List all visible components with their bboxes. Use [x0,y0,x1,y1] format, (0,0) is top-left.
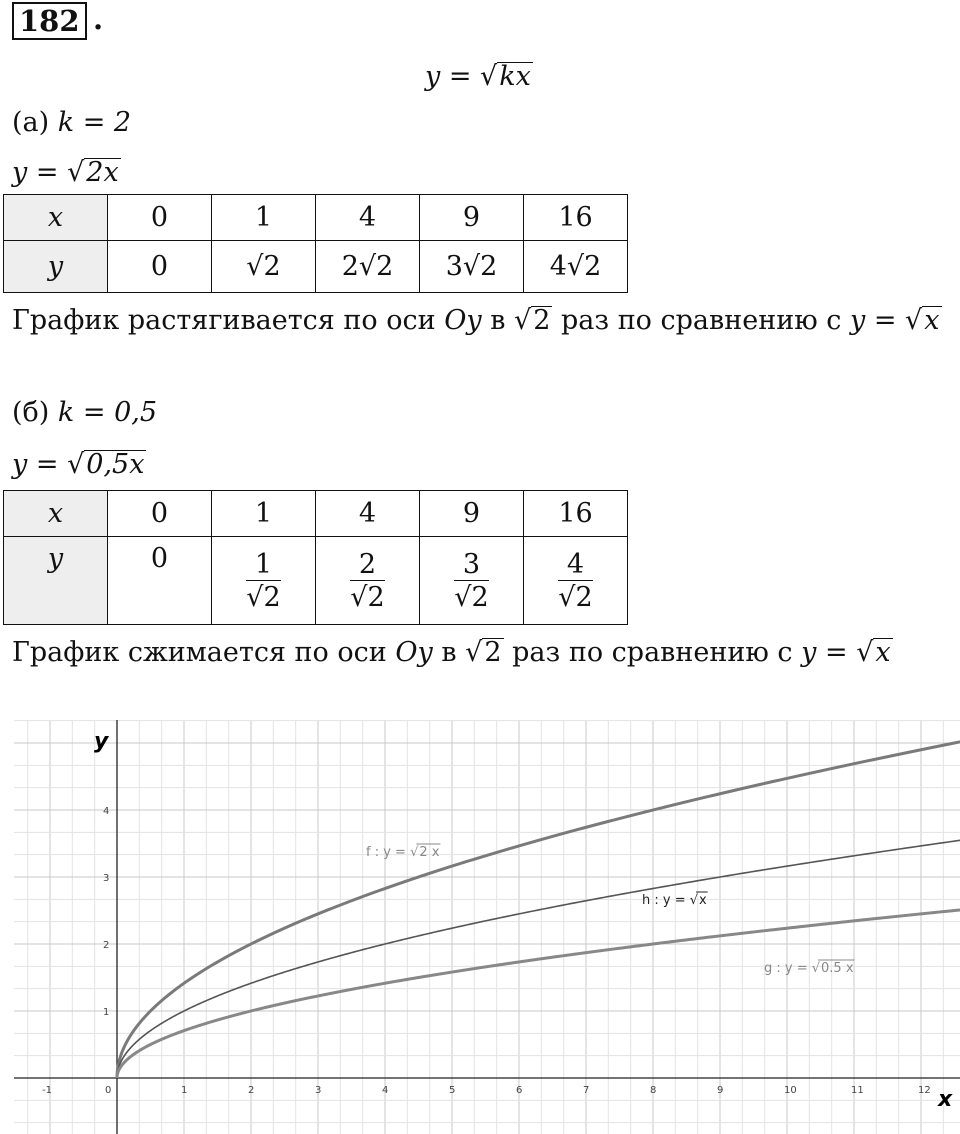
curve-labels [366,844,855,976]
function-graph [0,720,960,1134]
axes [14,720,960,1134]
part-b-conclusion: График сжимается по оси Oy в √2 раз по сравнению с y = √x [12,637,891,668]
part-a-heading [12,106,131,140]
x-tick-label: -1 [42,1085,52,1096]
x-tick-label: 0 [105,1085,112,1096]
y-tick-label: 3 [103,873,110,884]
table-b-x-cell: 4 [316,491,420,537]
general-formula: y = √kx [425,61,531,92]
conclusion-text: График растягивается по оси [12,305,436,336]
table-a-y-cell: 0 [108,241,212,293]
table-a-x-cell: 4 [316,195,420,241]
curve-g [117,910,960,1078]
part-a-k: k = 2 [57,107,132,138]
part-a-formula-lhs: y = [12,157,59,188]
table-a-y-cell: 3√2 [420,241,524,293]
problem-number: 182 [12,2,87,40]
curves [117,742,960,1078]
part-a-formula-rad: 2x [86,157,119,188]
conclusion-text: в [490,305,506,336]
grid [14,720,960,1134]
conclusion-axis: Oy [395,637,433,668]
table-a-y-header: y [4,241,108,293]
curve-label-h: h : y = √ [642,893,699,908]
conclusion-text: раз по сравнению с [561,305,842,336]
x-tick-label: 4 [382,1085,389,1096]
table-a-x-header: x [4,195,108,241]
part-a-conclusion: График растягивается по оси Oy в √2 раз по сравнению с y = √x [12,305,940,336]
table-a-x-cell: 16 [524,195,628,241]
table-b-y-cell: $\frac{3}{√2}$ [420,537,524,625]
x-tick-label: 12 [918,1085,931,1096]
conclusion-base: y = √x [801,637,891,668]
table-a-x-cell: 0 [108,195,212,241]
x-tick-label: 1 [181,1085,188,1096]
y-tick-label: 1 [103,1007,110,1018]
x-tick-label: 7 [583,1085,590,1096]
table-b-y-cell: $\frac{1}{√2}$ [212,537,316,625]
table-a-x-cell: 1 [212,195,316,241]
part-b-formula-rad: 0,5x [86,449,145,480]
conclusion-base: y = √x [850,305,940,336]
table-a-y-cell: 4√2 [524,241,628,293]
table-b-y-cell: $\frac{4}{√2}$ [524,537,628,625]
conclusion-factor: 2 [484,637,502,668]
table-b-y-header: y [4,537,108,625]
table-a-y-cell: √2 [212,241,316,293]
part-a-table [3,194,628,293]
table-b-y-cell: $\frac{2}{√2}$ [316,537,420,625]
curve-label-h-radicand: x [699,893,707,908]
table-b-x-cell: 9 [420,491,524,537]
problem-number-dot: . [93,2,104,36]
x-tick-label: 3 [315,1085,322,1096]
table-b-x-header: x [4,491,108,537]
part-b-formula: y = √0,5x [12,449,145,480]
x-tick-label: 11 [851,1085,864,1096]
conclusion-factor: 2 [533,305,551,336]
y-tick-label: 2 [103,940,110,951]
x-tick-label: 2 [248,1085,255,1096]
x-axis-label: x [938,1087,953,1112]
table-a-y-cell: 2√2 [316,241,420,293]
x-tick-label: 8 [650,1085,657,1096]
curve-label-f-radicand: 2 x [419,845,440,860]
part-b-table [3,490,628,625]
part-b-k: k = 0,5 [57,397,158,428]
x-tick-label: 9 [717,1085,724,1096]
part-b-formula-lhs: y = [12,449,59,480]
y-tick-label: 4 [103,806,110,817]
table-b-x-cell: 1 [212,491,316,537]
part-a-label: (а) [12,107,50,138]
conclusion-text: График сжимается по оси [12,637,387,668]
table-a-x-cell: 9 [420,195,524,241]
y-axis-label: y [94,729,109,754]
tick-labels [42,806,931,1096]
table-b-x-cell: 0 [108,491,212,537]
x-tick-label: 6 [516,1085,523,1096]
x-tick-label: 5 [449,1085,456,1096]
part-b-heading [12,396,157,430]
conclusion-axis: Oy [444,305,482,336]
table-b-x-cell: 16 [524,491,628,537]
conclusion-text: в [441,637,457,668]
x-tick-label: 10 [784,1085,797,1096]
part-a-formula: y = √2x [12,157,119,188]
table-b-y-cell: 0 [108,537,212,625]
conclusion-text: раз по сравнению с [512,637,793,668]
curve-label-g-radicand: 0.5 x [821,961,854,976]
part-b-label: (б) [12,397,50,428]
curve-label-g: g : y = √ [764,961,821,976]
curve-label-f: f : y = √ [366,845,419,860]
